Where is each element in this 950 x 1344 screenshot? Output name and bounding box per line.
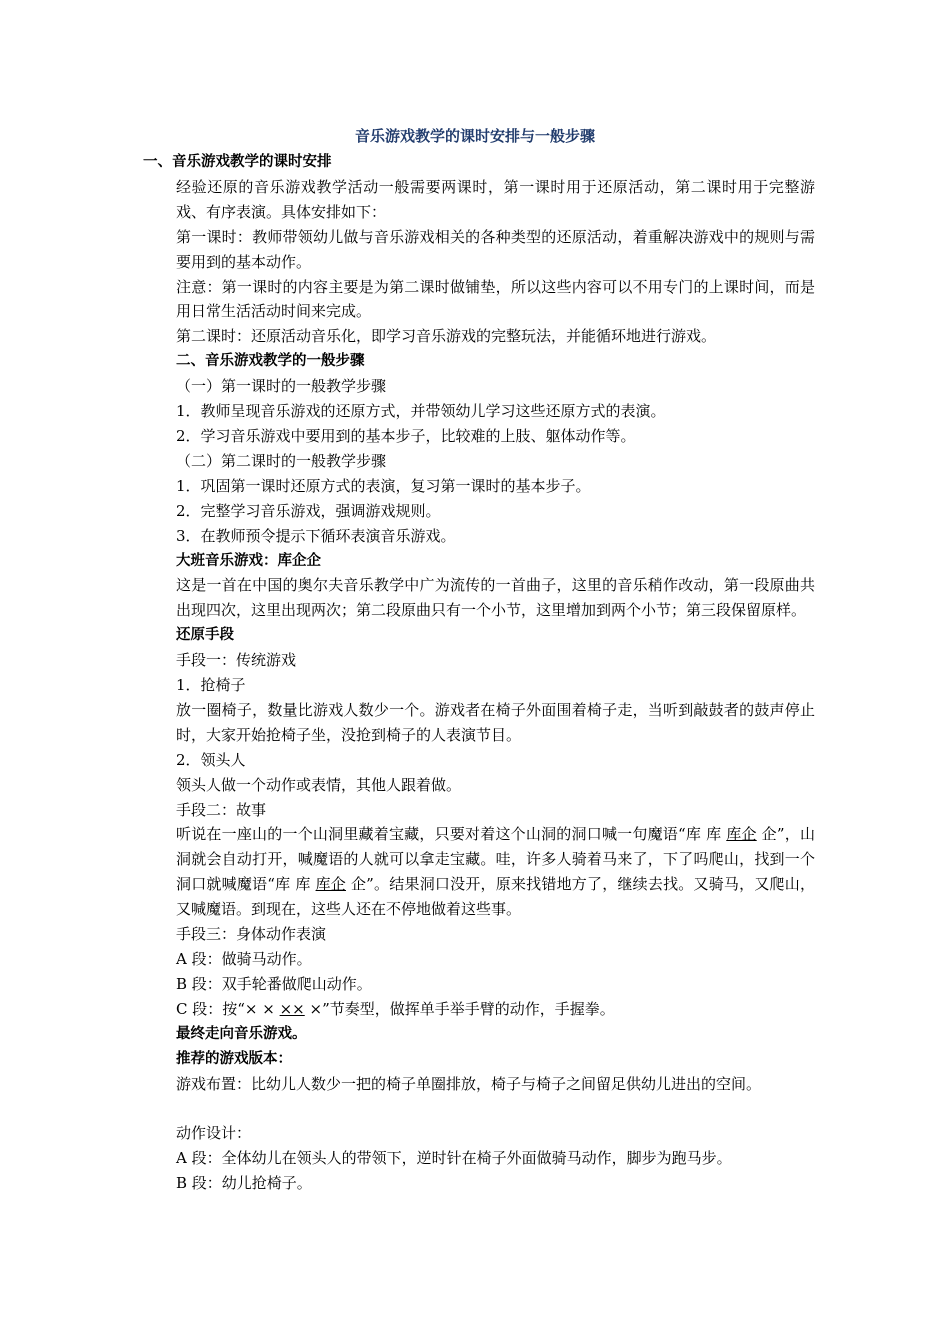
s2-subheading-2: （二）第二课时的一般教学步骤 [176, 451, 387, 470]
segment-c-text-a: C 段：按“× × [176, 999, 280, 1018]
s1-paragraph-1: 经验还原的音乐游戏教学活动一般需要两课时，第一课时用于还原活动，第二课时用于完整游戏、有序表演。具体安排如下： [176, 177, 815, 221]
action-b: B 段：幼儿抢椅子。 [176, 1174, 312, 1193]
story-underline-1: 库企 [726, 825, 757, 844]
method-1-item-2-desc: 领头人做一个动作或表情，其他人跟着做。 [176, 775, 462, 794]
s1-paragraph-4: 第二课时：还原活动音乐化，即学习音乐游戏的完整玩法，并能循环地进行游戏。 [176, 327, 717, 346]
method-1-label: 手段一：传统游戏 [176, 651, 297, 670]
s2-sub1-item-2: 2．学习音乐游戏中要用到的基本步子，比较难的上肢、躯体动作等。 [176, 426, 636, 445]
layout-text: 游戏布置：比幼儿人数少一把的椅子单圈排放，椅子与椅子之间留足供幼儿进出的空间。 [176, 1074, 762, 1093]
recommended-heading: 推荐的游戏版本： [176, 1050, 292, 1067]
s1-paragraph-3: 注意：第一课时的内容主要是为第二课时做铺垫，所以这些内容可以不用专门的上课时间，而是用日常生活活动时间来完成。 [176, 277, 815, 321]
document-title: 音乐游戏教学的课时安排与一般步骤 [354, 127, 595, 145]
s2-sub2-item-1: 1．巩固第一课时还原方式的表演，复习第一课时的基本步子。 [176, 476, 591, 495]
final-heading: 最终走向音乐游戏。 [176, 1025, 307, 1042]
method-1-item-1: 1．抢椅子 [176, 676, 246, 695]
blank-line [143, 1096, 815, 1121]
restore-heading: 还原手段 [176, 627, 234, 644]
s1-paragraph-2: 第一课时：教师带领幼儿做与音乐游戏相关的各种类型的还原活动，着重解决游戏中的规则与需要用到的基本动作。 [176, 227, 815, 271]
s2-sub1-item-1: 1．教师呈现音乐游戏的还原方式，并带领幼儿学习这些还原方式的表演。 [176, 402, 666, 421]
section-2-heading: 二、音乐游戏教学的一般步骤 [176, 353, 365, 370]
story-text-a: 听说在一座山的一个山洞里藏着宝藏，只要对着这个山洞的洞口喊一句魔语“库 库 [176, 825, 727, 844]
document-body [143, 150, 815, 1196]
s2-subheading-1: （一）第一课时的一般教学步骤 [176, 377, 387, 396]
action-a: A 段：全体幼儿在领头人的带领下，逆时针在椅子外面做骑马动作，脚步为跑马步。 [176, 1149, 732, 1168]
story-paragraph [143, 822, 815, 922]
segment-c-underline: ×× [279, 999, 305, 1018]
action-label: 动作设计： [176, 1124, 252, 1143]
segment-c [143, 997, 815, 1022]
method-3-label: 手段三：身体动作表演 [176, 925, 327, 944]
method-2-label: 手段二：故事 [176, 800, 267, 819]
story-text-b: 企”，山洞就会自动打开，喊魔语的人就可以拿走宝藏。哇，许多人骑着马来了，下了吗爬山，找到一个洞口就喊魔语“库 库 [176, 825, 815, 894]
segment-b: B 段：双手轮番做爬山动作。 [176, 974, 372, 993]
segment-c-text-b: ×”节奏型，做挥单手举手臂的动作，手握拳。 [304, 999, 615, 1018]
segment-a: A 段：做骑马动作。 [176, 950, 312, 968]
game-intro: 这是一首在中国的奥尔夫音乐教学中广为流传的一首曲子，这里的音乐稍作改动，第一段原曲共出现四次，这里出现两次；第二段原曲只有一个小节，这里增加到两个小节；第三段保留原样。 [176, 576, 815, 620]
method-1-item-1-desc: 放一圈椅子，数量比游戏人数少一个。游戏者在椅子外面围着椅子走，当听到敲鼓者的鼓声停止时，大家开始抢椅子坐，没抢到椅子的人表演节目。 [176, 700, 815, 744]
method-1-item-2: 2．领头人 [176, 750, 246, 769]
story-text-c: 企”。结果洞口没开，原来找错地方了，继续去找。又骑马，又爬山，又喊魔语。到现在，这些人还在不停地做着这些事。 [176, 875, 815, 919]
story-underline-2: 库企 [315, 875, 346, 894]
game-heading: 大班音乐游戏：库企企 [176, 552, 321, 569]
s2-sub2-item-2: 2．完整学习音乐游戏，强调游戏规则。 [176, 501, 441, 520]
s2-sub2-item-3: 3．在教师预令提示下循环表演音乐游戏。 [176, 526, 456, 545]
section-1-heading: 一、音乐游戏教学的课时安排 [143, 154, 332, 170]
